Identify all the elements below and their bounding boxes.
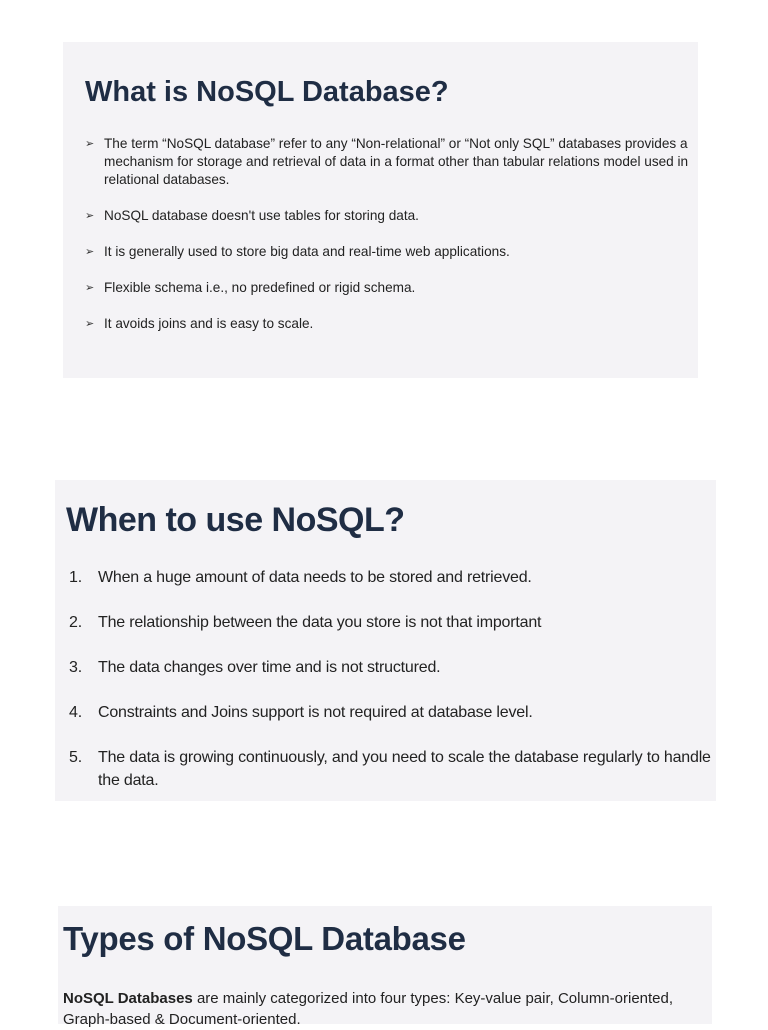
list-item bbox=[85, 279, 703, 297]
list-number: 5. bbox=[69, 749, 82, 766]
intro-text: are mainly categorized into four types: Key-value pair, Column-oriented, Graph-based & Document-oriented. bbox=[63, 990, 674, 1028]
list-item bbox=[69, 566, 719, 589]
list-item-text: The data changes over time and is not structured. bbox=[98, 659, 441, 676]
list-item bbox=[85, 207, 703, 225]
slide-title: When to use NoSQL? bbox=[66, 501, 405, 539]
slide-what-is-nosql bbox=[63, 42, 698, 378]
list-item-text: Flexible schema i.e., no predefined or rigid schema. bbox=[104, 280, 416, 295]
list-item-text: It avoids joins and is easy to scale. bbox=[104, 316, 314, 331]
slide-title: What is NoSQL Database? bbox=[85, 76, 449, 108]
list-number: 1. bbox=[69, 569, 82, 586]
arrow-bullet-icon: ➢ bbox=[85, 210, 95, 222]
list-item bbox=[69, 701, 719, 724]
list-item bbox=[69, 746, 719, 792]
arrow-bullet-icon: ➢ bbox=[85, 138, 95, 150]
list-item-text: The relationship between the data you store is not that important bbox=[98, 614, 542, 631]
list-item bbox=[85, 243, 703, 261]
intro-bold-term: NoSQL Databases bbox=[63, 990, 193, 1007]
list-item-text: The data is growing continuously, and you need to scale the database regularly to handle the data. bbox=[98, 749, 711, 789]
list-item-text: When a huge amount of data needs to be stored and retrieved. bbox=[98, 569, 532, 586]
list-item bbox=[85, 135, 703, 189]
list-item-text: The term “NoSQL database” refer to any “Non-relational” or “Not only SQL” databases provides a mechanism for storage and retrieval of data in a format other than tabular relations model used in relational databases. bbox=[104, 136, 689, 187]
list-number: 4. bbox=[69, 704, 82, 721]
list-item bbox=[69, 656, 719, 679]
slide-when-to-use-nosql bbox=[55, 480, 716, 801]
list-item-text: Constraints and Joins support is not required at database level. bbox=[98, 704, 533, 721]
arrow-bullet-icon: ➢ bbox=[85, 246, 95, 258]
list-item-text: It is generally used to store big data and real-time web applications. bbox=[104, 244, 510, 259]
list-item bbox=[85, 315, 703, 333]
slide-types-of-nosql bbox=[58, 906, 712, 1028]
list-item bbox=[69, 611, 719, 634]
list-number: 2. bbox=[69, 614, 82, 631]
bullet-list bbox=[85, 135, 703, 351]
list-number: 3. bbox=[69, 659, 82, 676]
numbered-list bbox=[69, 566, 719, 814]
arrow-bullet-icon: ➢ bbox=[85, 282, 95, 294]
slide-title: Types of NoSQL Database bbox=[63, 920, 466, 957]
arrow-bullet-icon: ➢ bbox=[85, 318, 95, 330]
list-item-text: NoSQL database doesn't use tables for storing data. bbox=[104, 208, 419, 223]
